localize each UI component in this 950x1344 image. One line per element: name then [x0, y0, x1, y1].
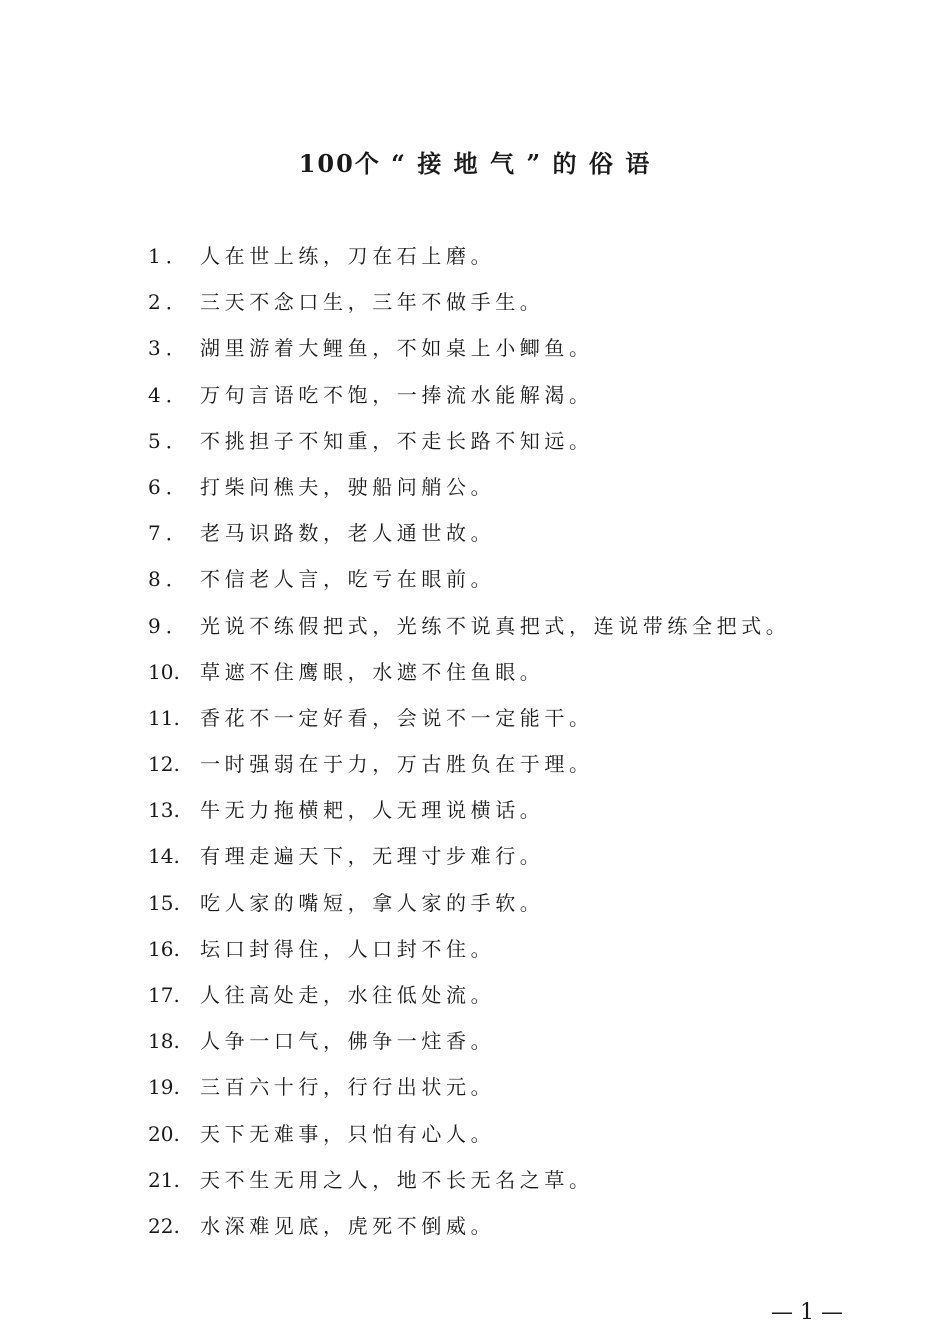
- item-number: 16.: [148, 936, 180, 961]
- item-number: 12.: [148, 752, 180, 777]
- item-text: 香花不一定好看，会说不一定能干。: [200, 705, 594, 730]
- item-number: 3．: [148, 336, 191, 361]
- item-text: 吃人家的嘴短，拿人家的手软。: [200, 890, 545, 915]
- item-number: 7．: [148, 521, 191, 546]
- list-item: [148, 700, 790, 746]
- page-number: — 1 —: [771, 1300, 843, 1325]
- item-text: 有理走遍天下，无理寸步难行。: [200, 844, 545, 869]
- list-item: [148, 792, 790, 838]
- item-text: 天不生无用之人，地不长无名之草。: [200, 1167, 594, 1192]
- list-item: [148, 885, 790, 931]
- item-text: 牛无力拖横耙，人无理说横话。: [200, 798, 545, 823]
- item-text: 人争一口气，佛争一炷香。: [200, 1029, 496, 1054]
- item-number: 20.: [148, 1121, 180, 1146]
- item-text: 不信老人言，吃亏在眼前。: [200, 567, 496, 592]
- item-number: 4．: [148, 382, 191, 407]
- list-item: [148, 423, 790, 469]
- item-text: 坛口封得住，人口封不住。: [200, 936, 496, 961]
- item-number: 2．: [148, 290, 191, 315]
- list-item: [148, 608, 790, 654]
- item-text: 草遮不住鹰眼，水遮不住鱼眼。: [200, 659, 545, 684]
- item-text: 不挑担子不知重，不走长路不知远。: [200, 428, 594, 453]
- item-number: 10.: [148, 659, 180, 684]
- item-text: 天下无难事，只怕有心人。: [200, 1121, 496, 1146]
- item-number: 17.: [148, 983, 180, 1007]
- item-number: 21.: [148, 1167, 180, 1192]
- list-item: [148, 284, 790, 330]
- list-item: [148, 561, 790, 607]
- list-item: [148, 1116, 790, 1162]
- list-item: [148, 838, 790, 884]
- item-number: 1．: [148, 244, 191, 268]
- list-item: [148, 654, 790, 700]
- item-text: 人在世上练，刀在石上磨。: [200, 244, 496, 268]
- item-number: 13.: [148, 798, 180, 823]
- list-item: [148, 1069, 790, 1115]
- list-item: [148, 931, 790, 977]
- item-number: 14.: [148, 844, 180, 869]
- item-number: 5．: [148, 428, 191, 453]
- list-item: [148, 1023, 790, 1069]
- item-text: 三天不念口生，三年不做手生。: [200, 290, 545, 315]
- list-item: [148, 515, 790, 561]
- item-text: 水深难见底，虎死不倒威。: [200, 1213, 496, 1238]
- list-item: [148, 1162, 790, 1208]
- item-text: 光说不练假把式，光练不说真把式，连说带练全把式。: [200, 613, 791, 638]
- item-number: 6．: [148, 474, 191, 499]
- item-text: 人往高处走，水往低处流。: [200, 983, 496, 1007]
- list-item: [148, 469, 790, 515]
- item-number: 15.: [148, 890, 180, 915]
- list-item: [148, 1208, 790, 1254]
- list-item: [148, 330, 790, 376]
- item-text: 老马识路数，老人通世故。: [200, 521, 496, 546]
- item-text: 万句言语吃不饱，一捧流水能解渴。: [200, 382, 594, 407]
- list-item: [148, 377, 790, 423]
- item-number: 22.: [148, 1213, 180, 1238]
- item-number: 19.: [148, 1075, 180, 1100]
- item-text: 一时强弱在于力，万古胜负在于理。: [200, 752, 594, 777]
- list-item: [148, 746, 790, 792]
- list-item: [148, 238, 790, 284]
- item-number: 11.: [148, 705, 180, 730]
- item-number: 9．: [148, 613, 191, 638]
- item-text: 湖里游着大鲤鱼，不如桌上小鲫鱼。: [200, 336, 594, 361]
- item-number: 8．: [148, 567, 191, 592]
- item-number: 18.: [148, 1029, 180, 1054]
- document-title: 100个 “ 接 地 气 ” 的 俗 语: [298, 149, 652, 178]
- item-text: 三百六十行，行行出状元。: [200, 1075, 496, 1100]
- proverb-list: [148, 238, 790, 1254]
- item-text: 打柴问樵夫，驶船问艄公。: [200, 474, 496, 499]
- list-item: [148, 977, 790, 1023]
